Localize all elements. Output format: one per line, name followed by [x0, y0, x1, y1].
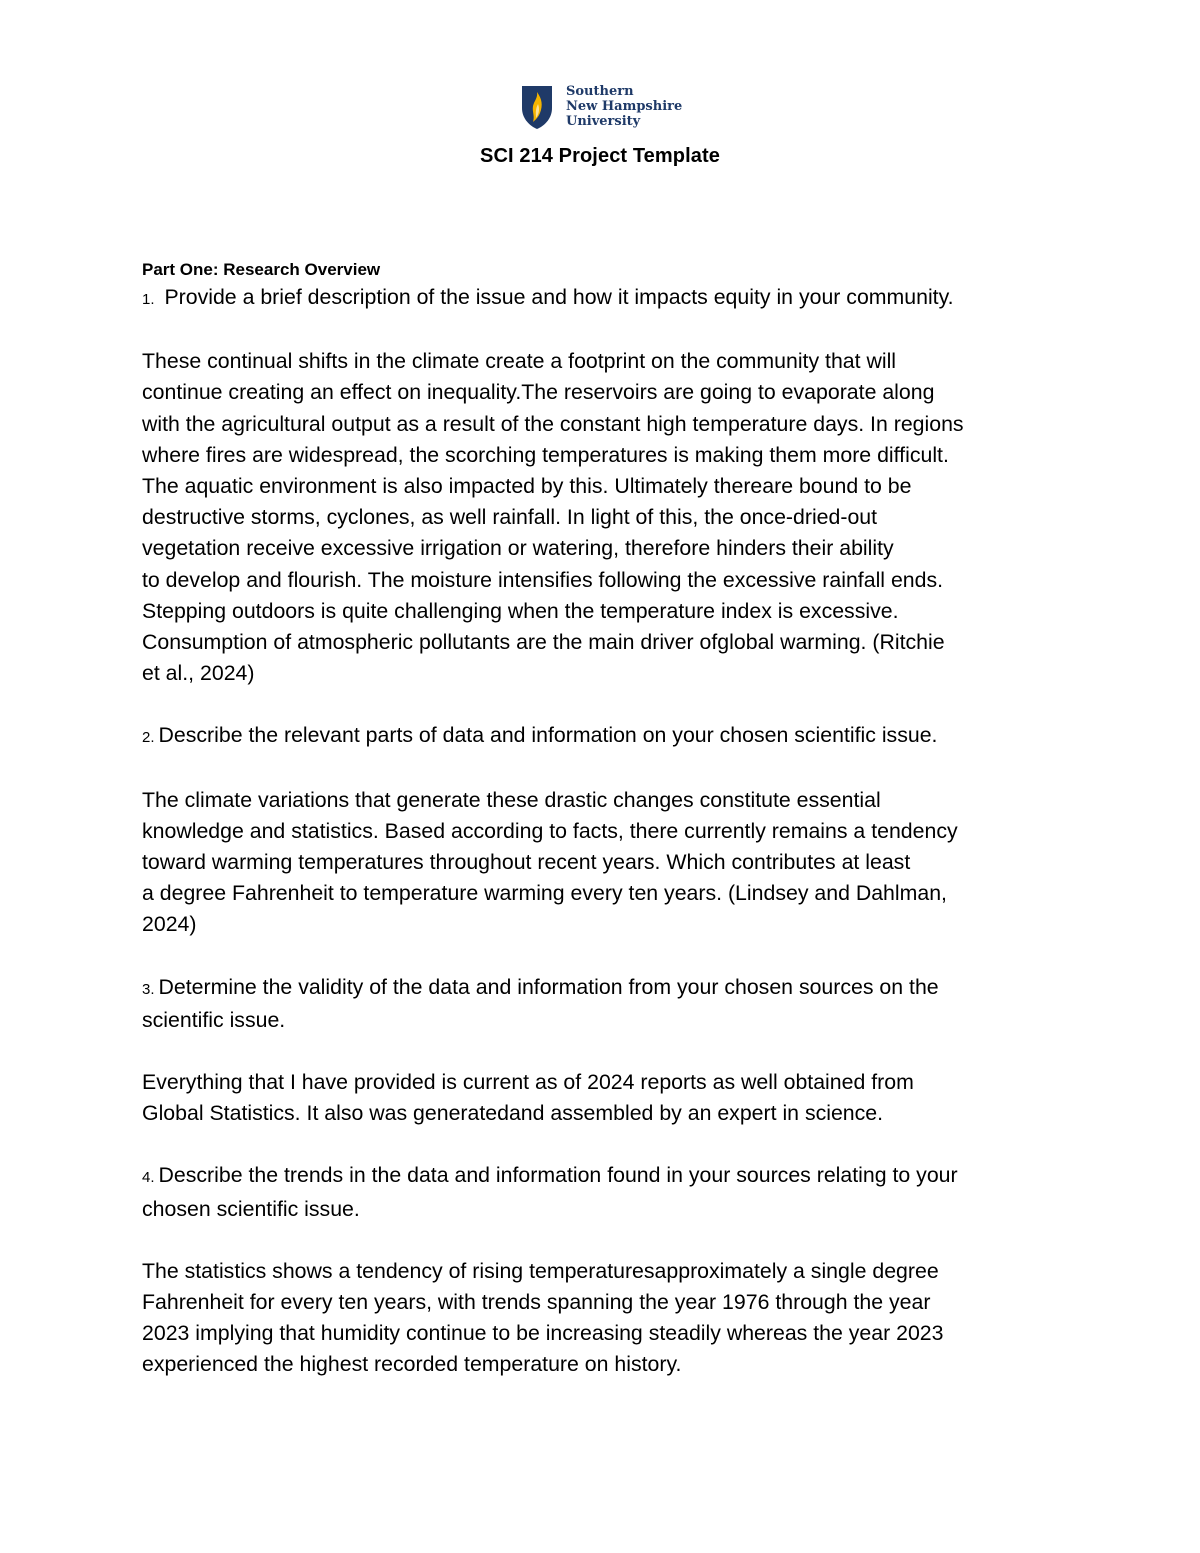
section-1 [142, 282, 1072, 689]
answer-3 [142, 1067, 1072, 1129]
answer-line: These continual shifts in the climate create a footprint on the community that will [142, 349, 897, 374]
question-number: 2. [142, 729, 155, 747]
answer-line: The climate variations that generate these drastic changes constitute essential [142, 787, 881, 812]
question-3 [142, 972, 1072, 1036]
answer-line: Fahrenheit for every ten years, with trends spanning the year 1976 through the year [142, 1290, 931, 1315]
question-line: chosen scientific issue. [142, 1196, 360, 1221]
answer-line: experienced the highest recorded temperature on history. [142, 1352, 682, 1377]
answer-line: The aquatic environment is also impacted by this. Ultimately thereare bound to be [142, 474, 912, 499]
answer-line: to develop and flourish. The moisture intensifies following the excessive rainfall ends. [142, 567, 944, 592]
question-line: 1. Provide a brief description of the issue and how it impacts equity in your community. [142, 282, 1072, 315]
section-2 [142, 720, 1072, 940]
answer-1 [142, 346, 1072, 689]
section-3 [142, 972, 1072, 1130]
university-logo [520, 84, 690, 134]
answer-line: 2023 implying that humidity continue to be increasing steadily whereas the year 2023 [142, 1321, 944, 1346]
question-number: 1. [142, 291, 155, 308]
answer-line: toward warming temperatures throughout recent years. Which contributes at least [142, 850, 911, 875]
answer-line: knowledge and statistics. Based according to facts, there currently remains a tendency [142, 818, 958, 843]
answer-line: et al., 2024) [142, 661, 255, 686]
question-2 [142, 720, 1072, 753]
section-4 [142, 1160, 1072, 1380]
shield-flame-icon [520, 84, 554, 130]
part-heading: Part One: Research Overview [142, 260, 381, 279]
question-number: 3. [142, 980, 155, 998]
question-line: 2. Describe the relevant parts of data and information on your chosen scientific issue. [142, 720, 1072, 753]
answer-line: Stepping outdoors is quite challenging when the temperature index is excessive. [142, 598, 899, 623]
answer-line: vegetation receive excessive irrigation or watering, therefore hinders their ability [142, 536, 894, 561]
answer-4 [142, 1256, 1072, 1381]
answer-line: Consumption of atmospheric pollutants are the main driver ofglobal warming. (Ritchie [142, 630, 945, 655]
answer-2 [142, 785, 1072, 941]
answer-line: a degree Fahrenheit to temperature warming every ten years. (Lindsey and Dahlman, [142, 881, 947, 906]
answer-line: continue creating an effect on inequality.The reservoirs are going to evaporate along [142, 380, 935, 405]
answer-line: Global Statistics. It also was generatedand assembled by an expert in science. [142, 1101, 884, 1126]
answer-line: destructive storms, cyclones, as well rainfall. In light of this, the once-dried-out [142, 505, 878, 530]
document-body [142, 258, 1072, 1381]
question-number: 4. [142, 1169, 155, 1187]
answer-line: where fires are widespread, the scorching temperatures is making them more difficult. [142, 442, 949, 467]
logo-line-1: Southern [566, 84, 634, 99]
question-1 [142, 282, 1072, 315]
question-line: scientific issue. [142, 1007, 286, 1032]
question-line: 4. Describe the trends in the data and information found in your sources relating to your [142, 1160, 1072, 1193]
logo-line-3: University [566, 114, 641, 129]
logo-line-2: New Hampshire [566, 99, 683, 114]
question-4 [142, 1160, 1072, 1224]
logo-wordmark [566, 84, 682, 129]
document-title: SCI 214 Project Template [480, 145, 720, 167]
answer-line: Everything that I have provided is current as of 2024 reports as well obtained from [142, 1070, 914, 1095]
answer-line: The statistics shows a tendency of rising temperaturesapproximately a single degree [142, 1258, 939, 1283]
question-line: 3. Determine the validity of the data and information from your chosen sources on the [142, 972, 1072, 1005]
answer-line: with the agricultural output as a result of the constant high temperature days. In regions [142, 411, 964, 436]
answer-line: 2024) [142, 912, 197, 937]
